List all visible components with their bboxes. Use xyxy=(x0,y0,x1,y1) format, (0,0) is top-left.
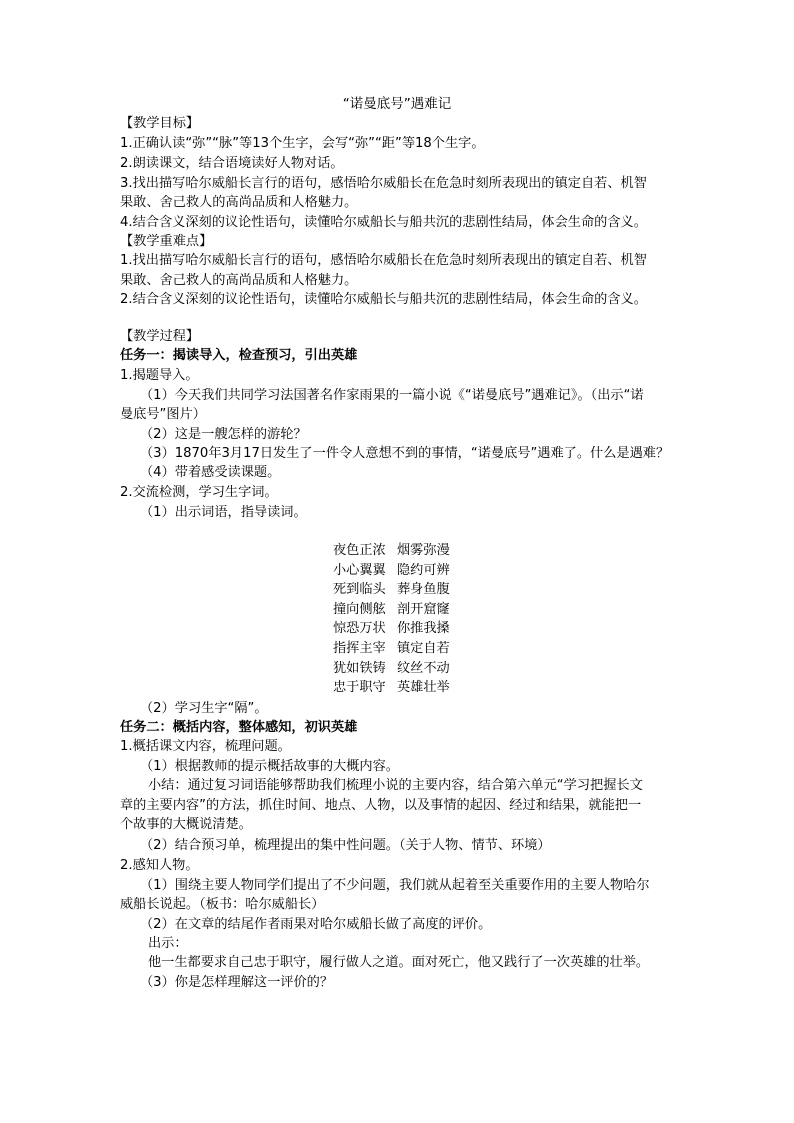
task2-line: 1.概括课文内容，梳理问题。 xyxy=(120,739,291,754)
task1-heading: 任务一：揭读导入，检查预习，引出英雄 xyxy=(120,348,358,363)
vocabulary-word: 剖开窟窿 xyxy=(397,601,450,617)
vocabulary-word: 忠于职守 xyxy=(333,680,386,696)
task1-line: （1）出示词语，指导读词。 xyxy=(140,505,307,520)
vocabulary-row xyxy=(333,678,450,698)
vocabulary-word: 死到临头 xyxy=(333,582,386,598)
task1-line: 1.揭题导入。 xyxy=(120,368,199,383)
vocabulary-word: 犹如铁铸 xyxy=(333,660,386,676)
task2-line: （3）你是怎样理解这一评价的？ xyxy=(140,975,334,990)
vocabulary-row xyxy=(333,600,450,620)
objective-line: 4.结合含义深刻的议论性语句，读懂哈尔威船长与船共沉的悲剧性结局，体会生命的含义。 xyxy=(120,215,647,230)
vocabulary-word: 你推我搡 xyxy=(397,621,450,637)
objectives-heading: 【教学目标】 xyxy=(120,116,200,131)
vocabulary-row xyxy=(333,659,450,679)
vocabulary-word: 惊恐万状 xyxy=(333,621,386,637)
task2-line: 章的主要内容”的方法，抓住时间、地点、人物，以及事情的起因、经过和结果，就能把一 xyxy=(120,798,642,813)
keypoint-line: 2.结合含义深刻的议论性语句，读懂哈尔威船长与船共沉的悲剧性结局，体会生命的含义。 xyxy=(120,292,647,307)
task1-line: （1）今天我们共同学习法国著名作家雨果的一篇小说《“诺曼底号”遇难记》。（出示“诺 xyxy=(140,388,644,403)
vocabulary-row xyxy=(333,580,450,600)
task2-line: 威船长说起。（板书：哈尔威船长） xyxy=(120,897,325,912)
document-title: “诺曼底号”遇难记 xyxy=(342,96,452,112)
task2-line: 他一生都要求自己忠于职守，履行做人之道。面对死亡，他又践行了一次英雄的壮举。 xyxy=(148,955,650,970)
objective-line: 1.正确认读“弥”“脉”等13个生字，会写“弥”“距”等18个生字。 xyxy=(120,136,485,151)
task2-line: 小结：通过复习词语能够帮助我们梳理小说的主要内容，结合第六单元“学习把握长文 xyxy=(148,778,643,793)
task2-heading: 任务二：概括内容，整体感知，初识英雄 xyxy=(120,720,358,735)
task1-line: 2.交流检测，学习生字词。 xyxy=(120,485,278,500)
task2-line: （1）根据教师的提示概括故事的大概内容。 xyxy=(140,759,399,774)
keypoints-heading: 【教学重难点】 xyxy=(120,234,213,249)
vocabulary-word: 夜色正浓 xyxy=(333,543,386,558)
vocabulary-word: 烟雾弥漫 xyxy=(397,543,450,558)
task2-line: （2）在文章的结尾作者雨果对哈尔威船长做了高度的评价。 xyxy=(140,917,492,932)
vocabulary-row xyxy=(333,639,450,659)
vocabulary-word: 镇定自若 xyxy=(397,640,450,656)
task1-line: （3）1870年3月17日发生了一件令人意想不到的事情，“诺曼底号”遇难了。什么是遇难？ xyxy=(140,446,670,461)
vocabulary-word: 纹丝不动 xyxy=(397,660,450,676)
vocabulary-row xyxy=(333,619,450,639)
task1-after-line: （2）学习生字“隔”。 xyxy=(140,701,268,716)
vocabulary-word: 葬身鱼腹 xyxy=(397,582,450,598)
keypoint-line: 果敢、舍己救人的高尚品质和人格魅力。 xyxy=(120,273,358,288)
vocabulary-word: 英雄壮举 xyxy=(397,680,450,696)
vocabulary-list xyxy=(333,541,450,698)
process-heading: 【教学过程】 xyxy=(120,329,200,344)
objective-line: 2.朗读课文，结合语境读好人物对话。 xyxy=(120,156,344,171)
task1-line: （4）带着感受读课题。 xyxy=(140,465,281,480)
task2-line: 个故事的大概说清楚。 xyxy=(120,817,252,832)
task2-line: （2）结合预习单，梳理提出的集中性问题。（关于人物、情节、环境） xyxy=(140,838,551,853)
vocabulary-row xyxy=(333,541,450,561)
objective-line: 3.找出描写哈尔威船长言行的语句，感悟哈尔威船长在危急时刻所表现出的镇定自若、机智 xyxy=(120,176,647,191)
task2-line: 2.感知人物。 xyxy=(120,858,199,873)
keypoint-line: 1.找出描写哈尔威船长言行的语句，感悟哈尔威船长在危急时刻所表现出的镇定自若、机智 xyxy=(120,253,647,268)
vocabulary-row xyxy=(333,561,450,581)
task1-line: 曼底号”图片） xyxy=(120,407,206,422)
vocabulary-word: 指挥主宰 xyxy=(333,640,386,656)
task2-line: （1）围绕主要人物同学们提出了不少问题，我们就从起着至关重要作用的主要人物哈尔 xyxy=(140,878,650,893)
vocabulary-word: 隐约可辨 xyxy=(397,562,450,578)
objective-line: 果敢、舍己救人的高尚品质和人格魅力。 xyxy=(120,195,358,210)
task2-line: 出示： xyxy=(148,936,188,951)
vocabulary-word: 撞向侧舷 xyxy=(333,601,386,617)
vocabulary-word: 小心翼翼 xyxy=(333,562,386,578)
task1-line: （2）这是一艘怎样的游轮？ xyxy=(140,427,307,442)
